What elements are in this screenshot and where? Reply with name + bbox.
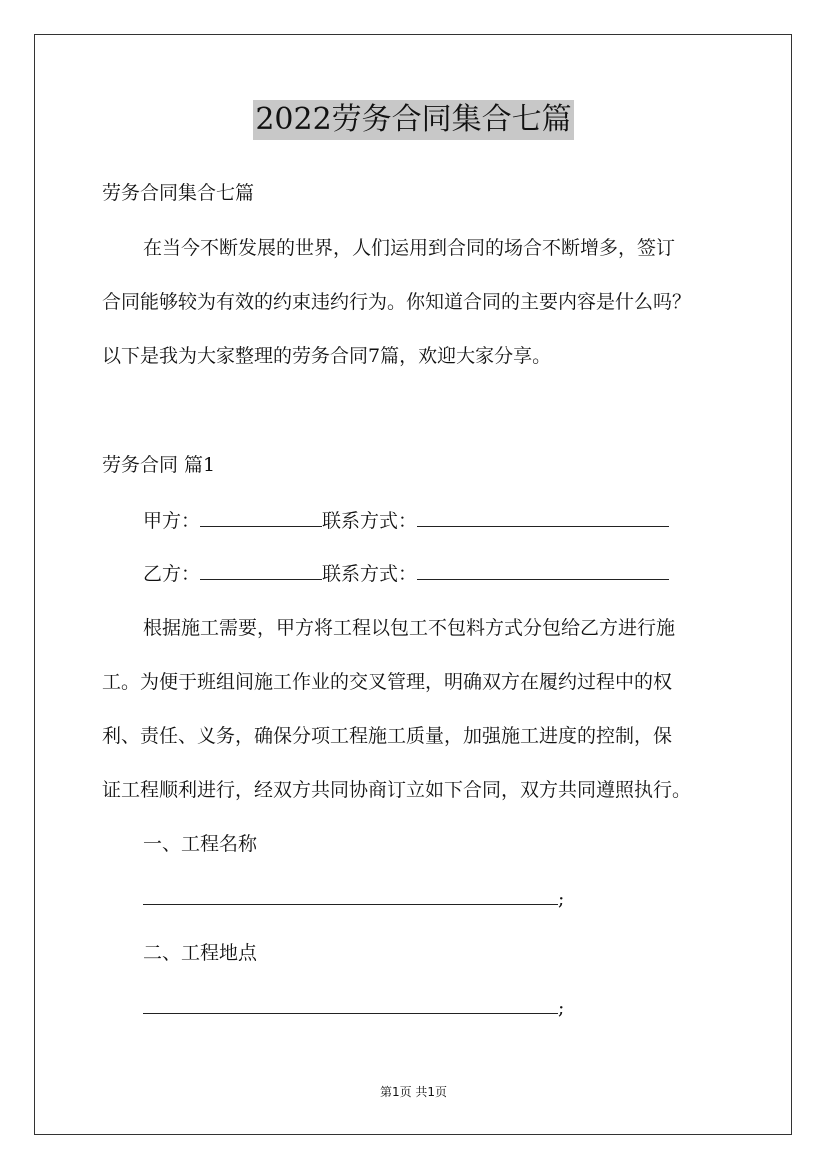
intro-line-2: 合同能够较为有效的约束违约行为。你知道合同的主要内容是什么吗？	[102, 291, 692, 313]
item2-heading: 二、工程地点	[143, 942, 258, 964]
party-a-name-blank[interactable]	[200, 508, 322, 527]
body-line-1: 根据施工需要，甲方将工程以包工不包料方式分包给乙方进行施	[143, 617, 676, 639]
item1-fill-row	[143, 886, 564, 912]
party-a-contact-blank[interactable]	[417, 508, 669, 527]
party-b-name-blank[interactable]	[200, 561, 322, 580]
body-line-4: 证工程顺利进行，经双方共同协商订立如下合同，双方共同遵照执行。	[102, 779, 692, 801]
party-b-label: 乙方：	[143, 563, 201, 585]
party-a-row	[143, 508, 669, 534]
body-line-3: 利、责任、义务，确保分项工程施工质量，加强施工进度的控制，保	[102, 725, 673, 747]
item1-name-blank[interactable]	[143, 886, 558, 905]
title-container	[0, 100, 827, 140]
page-footer: 第1页 共1页	[379, 1085, 448, 1099]
section-heading: 劳务合同 篇1	[102, 454, 216, 476]
item1-heading: 一、工程名称	[143, 833, 258, 855]
party-a-label: 甲方：	[143, 510, 201, 532]
intro-line-3: 以下是我为大家整理的劳务合同7篇，欢迎大家分享。	[102, 345, 552, 367]
item1-terminator: ;	[558, 888, 565, 910]
party-b-contact-label: 联系方式：	[322, 563, 418, 585]
party-a-contact-label: 联系方式：	[322, 510, 418, 532]
party-b-row	[143, 561, 669, 587]
intro-line-1: 在当今不断发展的世界，人们运用到合同的场合不断增多，签订	[143, 237, 676, 259]
item2-location-blank[interactable]	[143, 995, 558, 1014]
item2-fill-row	[143, 995, 564, 1021]
party-b-contact-blank[interactable]	[417, 561, 669, 580]
document-subtitle: 劳务合同集合七篇	[102, 182, 255, 204]
body-line-2: 工。为便于班组间施工作业的交叉管理，明确双方在履约过程中的权	[102, 671, 673, 693]
item2-terminator: ;	[558, 997, 565, 1019]
document-title: 2022劳务合同集合七篇	[253, 100, 573, 140]
